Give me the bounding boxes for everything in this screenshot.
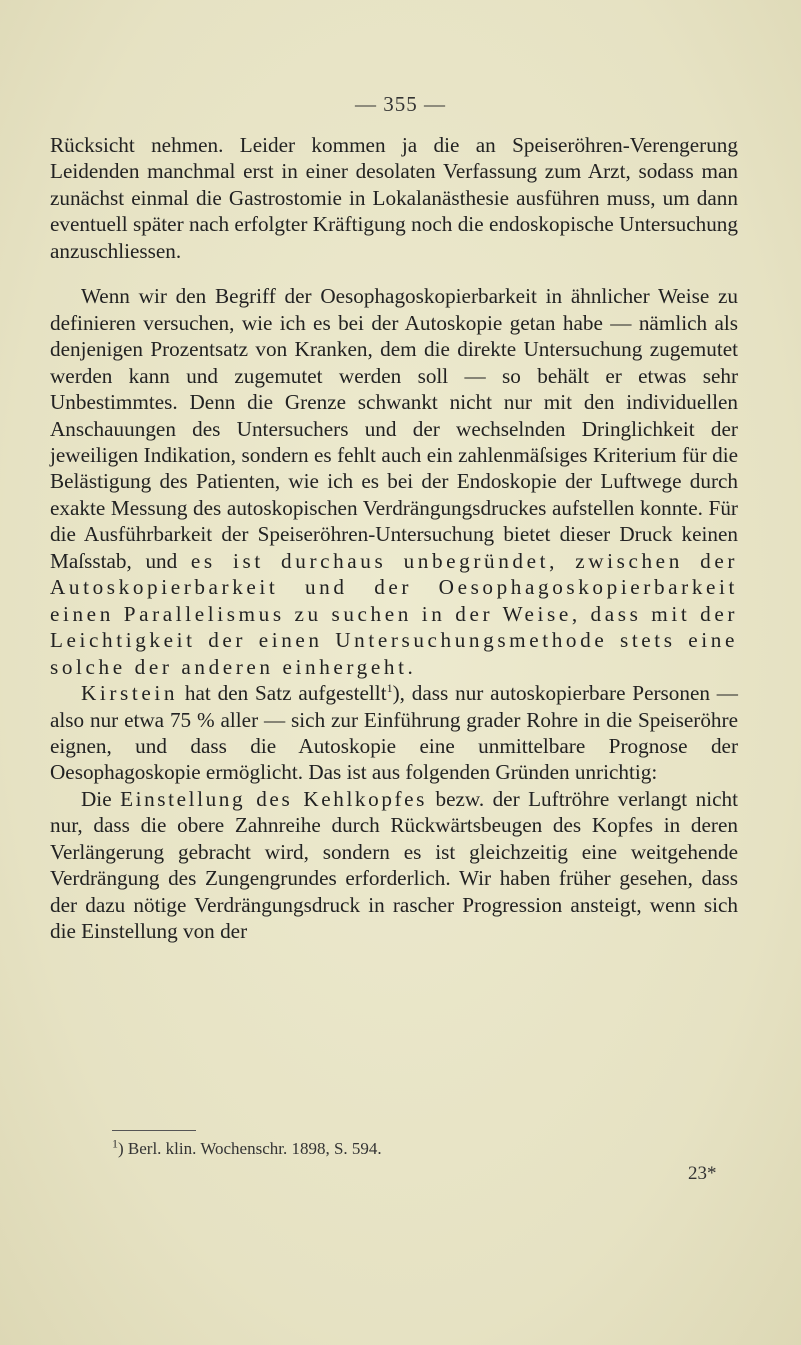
paragraph-3 xyxy=(50,680,738,786)
paragraph-4 xyxy=(50,786,738,945)
author-name-kirstein: Kirstein xyxy=(81,681,179,706)
footnote-marker: 1 xyxy=(112,1136,118,1151)
footnote-divider xyxy=(112,1130,196,1131)
paragraph-4-emphasis: Einstellung des Kehlkopfes xyxy=(120,786,428,811)
printer-signature: 23* xyxy=(688,1163,717,1184)
paragraph-4-text-b: bezw. der Luftröhre verlangt nicht nur, dass die obere Zahnreihe durch Rückwärtsbeugen des Kopfes in deren Verlängerung gebracht wird, sondern es ist gleichzeitig eine weitgehende Verdrängung des Zungengrundes erforderlich. Wir haben früher gesehen, dass der dazu nötige Verdrängungsdruck in rascher Progression ansteigt, wenn sich die Einstellung von der xyxy=(50,786,739,944)
paragraph-2-text: Wenn wir den Begriff der Oesophagoskopierbarkeit in ähnlicher Weise zu definieren versuchen, wie ich es bei der Autoskopie getan habe — nämlich als denjenigen Prozentsatz von Kranken, dem die direkte Untersuchung zugemutet werden kann und zugemutet werden soll — so behält er etwas sehr Unbestimmtes. Denn die Grenze schwankt nicht nur mit den individuellen Anschauungen des Untersuchers und der wechselnden Dringlichkeit der jeweiligen Indikation, sondern es fehlt auch ein zahlenmäſsiges Kriterium für die Belästigung des Patienten, wie ich es bei der Endoskopie der Luftwege durch exakte Messung des autoskopischen Verdrängungsdruckes aufstellen konnte. Für die Ausführbarkeit der Speiseröhren-Untersuchung bietet dieser Druck keinen Maſsstab, und xyxy=(50,284,738,573)
paragraph-1: Rücksicht nehmen. Leider kommen ja die an Speiseröhren-Verengerung Leidenden manchmal erst in einer desolaten Verfassung zum Arzt, sodass man zunächst einmal die Gastrostomie in Lokalanästhesie ausführen muss, um dann eventuell später nach erfolgter Kräftigung noch die endoskopische Untersuchung anzuschliessen. xyxy=(50,133,738,263)
footnote-reference: 1 xyxy=(386,681,393,695)
body-text xyxy=(50,132,738,945)
footnote xyxy=(112,1138,382,1160)
paragraph-3-text-a: hat den Satz aufgestellt xyxy=(178,681,387,706)
footnote-text: ) Berl. klin. Wochenschr. 1898, S. 594. xyxy=(118,1139,382,1158)
page-number: — 355 — xyxy=(355,92,446,116)
paragraph-4-text-a: Die xyxy=(81,786,121,811)
paragraph-2 xyxy=(50,283,738,680)
paragraph-3-text-b: ), dass nur autoskopierbare Personen — also nur etwa 75 % aller — sich zur Einführung grader Rohre in die Speiseröhre eignen, und dass die Autoskopie eine unmittelbare Prognose der Oesophagoskopie ermöglicht. Das ist aus folgenden Gründen unrichtig: xyxy=(50,681,738,785)
paragraph-2-emphasis: es ist durchaus unbegründet, zwischen der Autoskopierbarkeit und der Oesophagoskopierbarkeit einen Parallelismus zu suchen in der Weise, dass mit der Leichtigkeit der einen Untersuchungsmethode stets eine solche der anderen einhergeht. xyxy=(50,548,738,679)
